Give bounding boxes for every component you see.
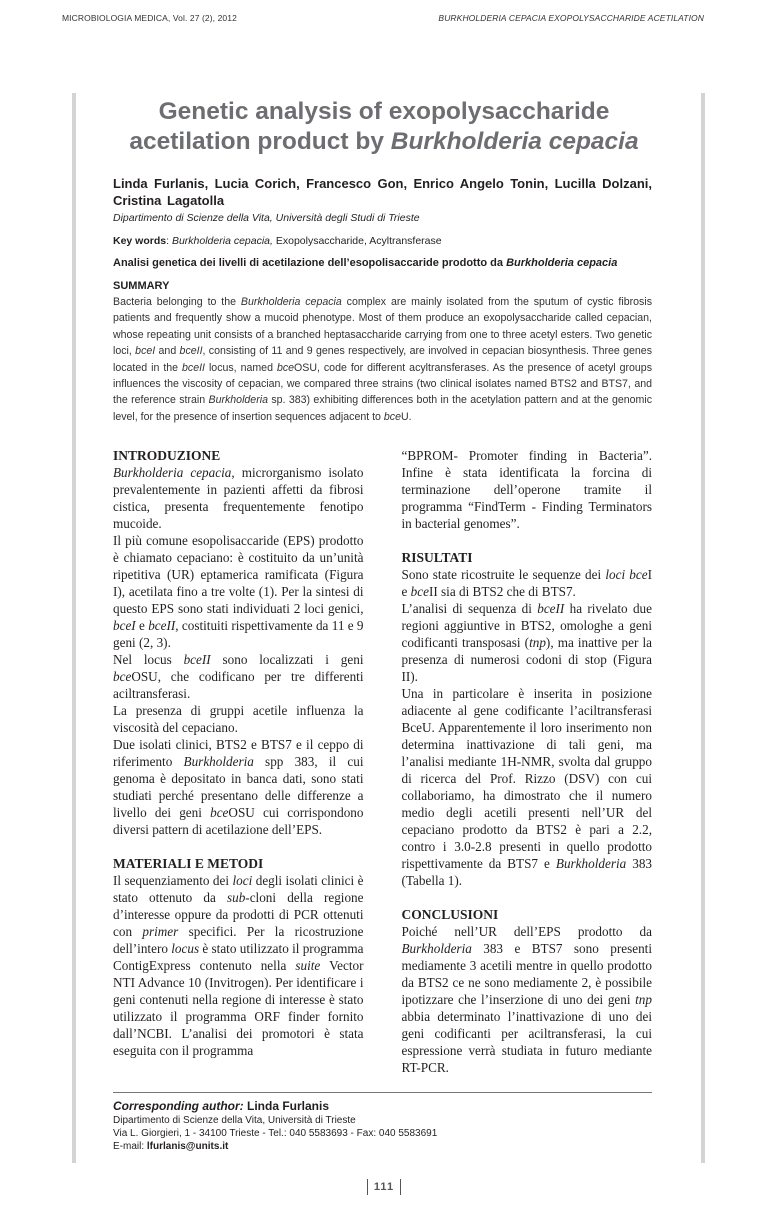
summary-text: Bacteria belonging to the Burkholderia cepacia complex are mainly isolated from the sputum of cystic fibrosis patients and frequently show a mucoid phenotype. Most of them produce an exopolysaccharide called cepacian, whose repeating unit consists of a branched heptasaccharide carrying from one to three acetyl esters. Two genetic loci, bceI and bceII, consisting of 11 and 9 genes respectively, are involved in cepacian biosynthesis. Three genes located in the bceII locus, named bceOSU, code for different acyltransferases. As the presence of acetyl groups influences the viscosity of cepacian, we compared three strains (two clinical isolates named BTS2 and BTS7, and the reference strain Burkholderia sp. 383) exhibiting differences both in the acetylation pattern and at the genomic level, for the presence of insertion sequences adjacent to bceU. [113, 296, 653, 423]
page-header [0, 0, 768, 93]
authors: Linda Furlanis, Lucia Corich, Francesco Gon, Enrico Angelo Tonin, Lucilla Dolzani, Cristina Lagatolla [113, 176, 652, 208]
article-body [113, 97, 652, 1153]
page-footer [0, 1163, 768, 1219]
keywords-label: Key words [113, 235, 167, 247]
paragraph: Burkholderia cepacia, microrganismo isolato prevalentemente in pazienti affetti da fibrosi cistica, presenta frequentemente fenotipo mucoide. [113, 465, 364, 532]
keywords-value: : Burkholderia cepacia, Exopolysaccharide, Acyltransferase [166, 235, 442, 247]
paragraph: Una in particolare è inserita in posizione adiacente al gene codificante l’aciltransferasi BceU. Apparentemente il loro inserimento non determina inattivazione di tali geni, ma l’analisi mediante 1H-NMR, svolta dal gruppo di ricerca del Prof. Rizzo (DSV) con cui collaboriamo, ha dimostrato che il numero medio degli acetili presenti nell’UR del cepaciano prodotto da BTS2 è pari a 2.2, contro i 3.0-2.8 presenti in quello prodotto rispettivamente da BTS7 e Burkholderia 383 (Tabella 1). [401, 686, 653, 889]
page-number: 111 [367, 1179, 401, 1195]
corr-dept: Dipartimento di Scienze della Vita, Università di Trieste [113, 1115, 356, 1127]
footer-divider [113, 1092, 652, 1093]
running-title: BURKHOLDERIA CEPACIA EXOPOLYSACCHARIDE ACETILATION [438, 13, 704, 23]
paragraph: Poiché nell’UR dell’EPS prodotto da Burkholderia 383 e BTS7 sono presenti mediamente 3 acetili mentre in quello prodotto da BTS2 ce ne sono mediamente 2, è possibile ipotizzare che l’inserzione di uno dei geni tnp abbia determinato l’inattivazione di uno dei geni codificanti per aciltransferasi, la cui espressione verrà studiata in futuro mediante RT-PCR. [401, 924, 652, 1076]
methods-heading: MATERIALI E METODI [113, 856, 264, 872]
paragraph: “BPROM- Promoter finding in Bacteria”. Infine è stata identificata la forcina di terminazione dell’operone tramite il programma “FindTerm - Finding Terminators in bacterial genomes”. [401, 448, 652, 532]
journal-header: MICROBIOLOGIA MEDICA, Vol. 27 (2), 2012 [62, 13, 237, 23]
paragraph: L’analisi di sequenza di bceII ha rivelato due regioni aggiuntive in BTS2, omologhe a geni codificanti transposasi (tnp), ma inattive per la presenza di numerosi codoni di stop (Figura II). [401, 601, 652, 685]
email-link[interactable]: lfurlanis@units.it [146, 1141, 229, 1153]
results-heading: RISULTATI [401, 550, 473, 566]
conclusions-heading: CONCLUSIONI [401, 907, 499, 923]
intro-heading: INTRODUZIONE [113, 448, 221, 464]
paragraph: Nel locus bceII sono localizzati i geni bceOSU, che codificano per tre differenti aciltransferasi. [113, 652, 364, 702]
corr-address: Via L. Giorgieri, 1 - 34100 Trieste - Tel.: 040 5583693 - Fax: 040 5583691 [113, 1128, 438, 1140]
corr-name: Linda Furlanis [247, 1099, 330, 1114]
paragraph: La presenza di gruppi acetile influenza la viscosità del cepaciano. [113, 703, 364, 736]
correspondence [113, 1098, 652, 1153]
paragraph: Il più comune esopolisaccaride (EPS) prodotto è chiamato cepaciano: è costituito da un’unità ripetitiva (UR) eptamerica ramificata (Figura I), acetilata fino a tre volte (1). Per la sintesi di questo EPS sono stati individuati 2 loci genici, bceI e bceII, costituiti rispettivamente da 11 e 9 geni (2, 3). [113, 533, 364, 651]
summary-heading: SUMMARY [113, 280, 170, 292]
affiliation: Dipartimento di Scienze della Vita, Università degli Studi di Trieste [113, 212, 420, 224]
corr-label: Corresponding author: [113, 1099, 244, 1114]
article-title: Genetic analysis of exopolysaccharide acetilation product by Burkholderia cepacia [129, 98, 639, 155]
body-columns [113, 447, 652, 1076]
email-label: E-mail: [113, 1141, 147, 1153]
article-frame [72, 93, 705, 1163]
paragraph: Due isolati clinici, BTS2 e BTS7 e il ceppo di riferimento Burkholderia spp 383, il cui genoma è depositato in banca dati, sono stati studiati perché presentano delle differenze a livello dei geni bceOSU cui corrispondono diversi pattern di acetilazione dell’EPS. [113, 737, 364, 838]
paragraph: Sono state ricostruite le sequenze dei loci bceI e bceII sia di BTS2 che di BTS7. [401, 567, 652, 600]
italian-title: Analisi genetica dei livelli di acetilazione dell’esopolisaccaride prodotto da Burkholderia cepacia [113, 257, 618, 269]
paragraph: Il sequenziamento dei loci degli isolati clinici è stato ottenuto da sub-cloni della regione d’interesse oppure da prodotti di PCR ottenuti con primer specifici. Per la ricostruzione dell’intero locus è stato utilizzato il programma ContigExpress contenuto nella suite Vector NTI Advance 10 (Invitrogen). Per identificare i geni contenuti nella regione di interesse è stato utilizzato il programma ORF finder fornito dall’NCBI. L’analisi dei promotori è stata eseguita con il programma [113, 873, 364, 1059]
keywords [113, 234, 652, 248]
